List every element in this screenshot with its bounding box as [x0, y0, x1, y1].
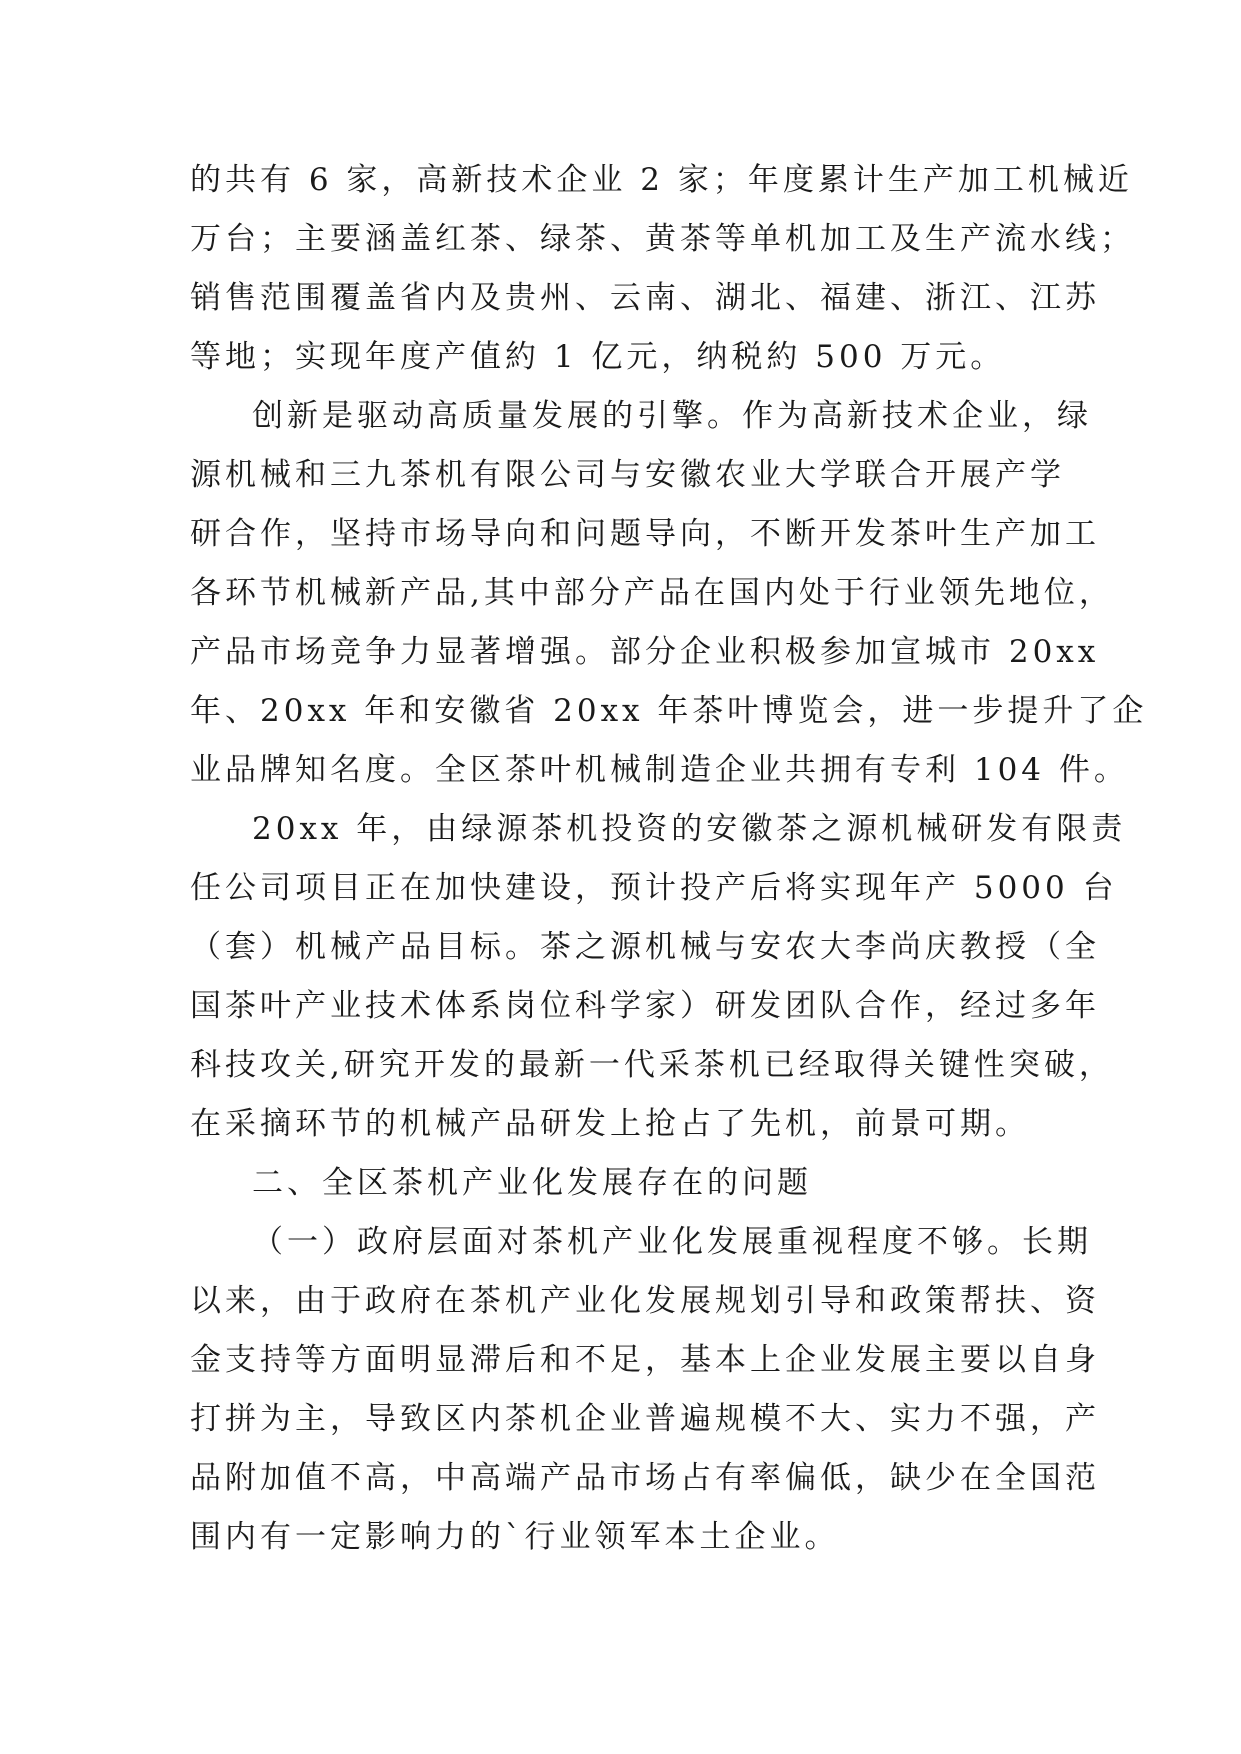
section-heading: 二、全区茶机产业化发展存在的问题: [252, 1165, 812, 1201]
text-line: 任公司项目正在加快建设，预计投产后将实现年产 5000 台: [190, 870, 1118, 906]
text-line: 的共有 6 家，高新技术企业 2 家；年度累计生产加工机械近: [190, 162, 1133, 198]
text-line: 国茶叶产业技术体系岗位科学家）研发团队合作，经过多年: [190, 988, 1100, 1024]
text-line: 业品牌知名度。全区茶叶机械制造企业共拥有专利 104 件。: [190, 752, 1129, 788]
text-line: 20xx 年，由绿源茶机投资的安徽茶之源机械研发有限责: [252, 811, 1127, 847]
paragraph-innovation: [190, 387, 1148, 800]
text-line: 研合作，坚持市场导向和问题导向，不断开发茶叶生产加工: [190, 516, 1100, 552]
paragraph-chazhiyuan-project: [190, 800, 1127, 1154]
text-line: （套）机械产品目标。茶之源机械与安农大李尚庆教授（全: [190, 929, 1100, 965]
text-line: 销售范围覆盖省内及贵州、云南、湖北、福建、浙江、江苏: [190, 280, 1100, 316]
text-line: 各环节机械新产品,其中部分产品在国内处于行业领先地位，: [190, 575, 1114, 611]
text-line: 围内有一定影响力的`行业领军本土企业。: [190, 1519, 840, 1555]
text-line: 年、20xx 年和安徽省 20xx 年茶叶博览会，进一步提升了企: [190, 693, 1148, 729]
paragraph-government-attention: [190, 1213, 1100, 1567]
text-line: 打拼为主，导致区内茶机企业普遍规模不大、实力不强，产: [190, 1401, 1100, 1437]
text-line: 在采摘环节的机械产品研发上抢占了先机，前景可期。: [190, 1106, 1030, 1142]
text-line: 等地；实现年度产值約 1 亿元，纳税約 500 万元。: [190, 339, 1006, 375]
text-line: 源机械和三九茶机有限公司与安徽农业大学联合开展产学: [190, 457, 1065, 493]
text-line: 创新是驱动高质量发展的引擎。作为高新技术企业，绿: [252, 398, 1092, 434]
paragraph-enterprise-stats: [190, 151, 1135, 387]
section-heading-problems: [190, 1154, 1050, 1213]
body-text: [190, 151, 1148, 1567]
text-line: 科技攻关,研究开发的最新一代采茶机已经取得关键性突破，: [190, 1047, 1114, 1083]
text-line: 品附加值不高，中高端产品市场占有率偏低，缺少在全国范: [190, 1460, 1100, 1496]
text-line: （一）政府层面对茶机产业化发展重视程度不够。长期: [252, 1224, 1092, 1260]
text-line: 万台；主要涵盖红茶、绿茶、黄茶等单机加工及生产流水线；: [190, 221, 1135, 257]
text-line: 金支持等方面明显滞后和不足，基本上企业发展主要以自身: [190, 1342, 1100, 1378]
text-line: 以来，由于政府在茶机产业化发展规划引导和政策帮扶、资: [190, 1283, 1100, 1319]
text-line: 产品市场竞争力显著增强。部分企业积极参加宣城市 20xx: [190, 634, 1100, 670]
